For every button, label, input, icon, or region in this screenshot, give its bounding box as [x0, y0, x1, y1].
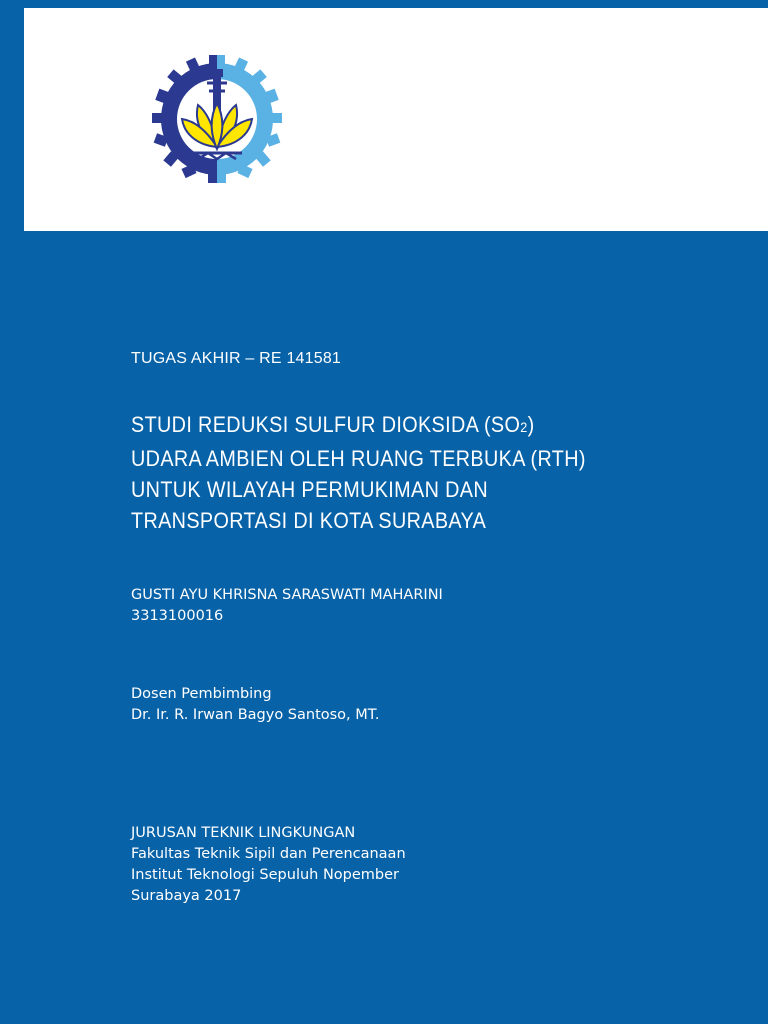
author-nrp: 3313100016: [131, 608, 224, 624]
title-line-4: TRANSPORTASI DI KOTA SURABAYA: [131, 508, 487, 533]
header-band: [24, 8, 768, 231]
author-name: GUSTI AYU KHRISNA SARASWATI MAHARINI: [131, 587, 443, 603]
faculty: Fakultas Teknik Sipil dan Perencanaan: [131, 846, 406, 862]
report-code: TUGAS AKHIR – RE 141581: [131, 350, 342, 367]
title-close-paren: ): [527, 412, 535, 437]
title-subscript: 2: [520, 419, 528, 435]
institution-block: [131, 823, 406, 907]
supervisor-label: Dosen Pembimbing: [131, 686, 272, 702]
place-year: Surabaya 2017: [131, 888, 242, 904]
university: Institut Teknologi Sepuluh Nopember: [131, 867, 400, 883]
title-line-1-text: STUDI REDUKSI SULFUR DIOKSIDA (SO: [131, 412, 521, 437]
author-block: [131, 585, 443, 627]
title-line-2: UDARA AMBIEN OLEH RUANG TERBUKA (RTH): [131, 446, 586, 471]
thesis-title: [131, 409, 671, 536]
its-logo-icon: [150, 55, 284, 183]
supervisor-block: [131, 684, 380, 726]
department: JURUSAN TEKNIK LINGKUNGAN: [131, 825, 356, 841]
title-line-3: UNTUK WILAYAH PERMUKIMAN DAN: [131, 477, 488, 502]
title-line-1: [131, 409, 671, 443]
supervisor-name: Dr. Ir. R. Irwan Bagyo Santoso, MT.: [131, 707, 380, 723]
